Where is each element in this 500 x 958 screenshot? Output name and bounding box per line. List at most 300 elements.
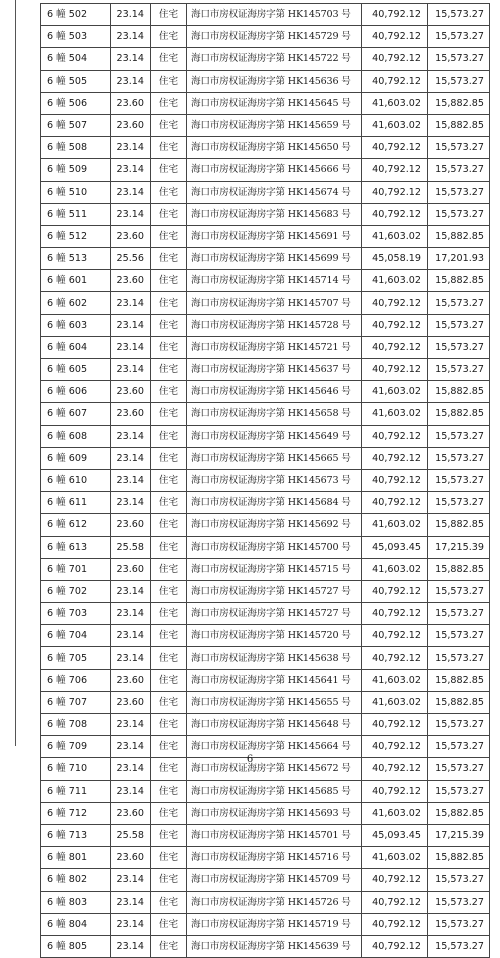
certificate-cell: 海口市房权证海房字第 HK145645 号 (187, 92, 362, 114)
use-cell: 住宅 (151, 92, 187, 114)
certificate-cell: 海口市房权证海房字第 HK145721 号 (187, 336, 362, 358)
use-cell: 住宅 (151, 691, 187, 713)
certificate-cell: 海口市房权证海房字第 HK145699 号 (187, 248, 362, 270)
room-cell: 6 幢 802 (41, 869, 111, 891)
area-cell: 23.14 (111, 869, 151, 891)
use-cell: 住宅 (151, 203, 187, 225)
certificate-cell: 海口市房权证海房字第 HK145726 号 (187, 891, 362, 913)
use-cell: 住宅 (151, 758, 187, 780)
unit-price-cell: 17,215.39 (428, 536, 490, 558)
total-price-cell: 41,603.02 (362, 270, 428, 292)
table-row (41, 891, 490, 913)
unit-price-cell: 15,573.27 (428, 625, 490, 647)
room-cell: 6 幢 610 (41, 469, 111, 491)
use-cell: 住宅 (151, 647, 187, 669)
property-table-body (41, 4, 490, 958)
unit-price-cell: 17,215.39 (428, 824, 490, 846)
certificate-cell: 海口市房权证海房字第 HK145728 号 (187, 314, 362, 336)
table-row (41, 780, 490, 802)
area-cell: 23.60 (111, 514, 151, 536)
table-row (41, 48, 490, 70)
certificate-cell: 海口市房权证海房字第 HK145729 号 (187, 26, 362, 48)
area-cell: 23.60 (111, 270, 151, 292)
certificate-cell: 海口市房权证海房字第 HK145701 号 (187, 824, 362, 846)
total-price-cell: 41,603.02 (362, 225, 428, 247)
room-cell: 6 幢 804 (41, 913, 111, 935)
total-price-cell: 45,058.19 (362, 248, 428, 270)
area-cell: 25.58 (111, 824, 151, 846)
unit-price-cell: 15,573.27 (428, 4, 490, 26)
table-row (41, 536, 490, 558)
table-row (41, 492, 490, 514)
room-cell: 6 幢 805 (41, 935, 111, 957)
table-row (41, 248, 490, 270)
use-cell: 住宅 (151, 847, 187, 869)
total-price-cell: 40,792.12 (362, 758, 428, 780)
area-cell: 23.60 (111, 403, 151, 425)
certificate-cell: 海口市房权证海房字第 HK145641 号 (187, 669, 362, 691)
certificate-cell: 海口市房权证海房字第 HK145691 号 (187, 225, 362, 247)
room-cell: 6 幢 607 (41, 403, 111, 425)
use-cell: 住宅 (151, 270, 187, 292)
use-cell: 住宅 (151, 137, 187, 159)
unit-price-cell: 15,573.27 (428, 758, 490, 780)
total-price-cell: 41,603.02 (362, 847, 428, 869)
use-cell: 住宅 (151, 336, 187, 358)
certificate-cell: 海口市房权证海房字第 HK145658 号 (187, 403, 362, 425)
total-price-cell: 40,792.12 (362, 336, 428, 358)
area-cell: 23.14 (111, 625, 151, 647)
table-row (41, 137, 490, 159)
room-cell: 6 幢 608 (41, 425, 111, 447)
unit-price-cell: 15,573.27 (428, 203, 490, 225)
area-cell: 23.60 (111, 225, 151, 247)
total-price-cell: 45,093.45 (362, 824, 428, 846)
certificate-cell: 海口市房权证海房字第 HK145707 号 (187, 292, 362, 314)
use-cell: 住宅 (151, 536, 187, 558)
certificate-cell: 海口市房权证海房字第 HK145720 号 (187, 625, 362, 647)
use-cell: 住宅 (151, 26, 187, 48)
total-price-cell: 40,792.12 (362, 159, 428, 181)
unit-price-cell: 15,573.27 (428, 181, 490, 203)
certificate-cell: 海口市房权证海房字第 HK145636 号 (187, 70, 362, 92)
area-cell: 23.14 (111, 159, 151, 181)
total-price-cell: 40,792.12 (362, 447, 428, 469)
unit-price-cell: 15,882.85 (428, 403, 490, 425)
table-row (41, 359, 490, 381)
room-cell: 6 幢 601 (41, 270, 111, 292)
certificate-cell: 海口市房权证海房字第 HK145637 号 (187, 359, 362, 381)
room-cell: 6 幢 603 (41, 314, 111, 336)
use-cell: 住宅 (151, 514, 187, 536)
unit-price-cell: 15,573.27 (428, 469, 490, 491)
certificate-cell: 海口市房权证海房字第 HK145703 号 (187, 4, 362, 26)
total-price-cell: 40,792.12 (362, 780, 428, 802)
use-cell: 住宅 (151, 891, 187, 913)
table-row (41, 714, 490, 736)
room-cell: 6 幢 509 (41, 159, 111, 181)
table-row (41, 203, 490, 225)
area-cell: 23.14 (111, 4, 151, 26)
room-cell: 6 幢 708 (41, 714, 111, 736)
certificate-cell: 海口市房权证海房字第 HK145648 号 (187, 714, 362, 736)
certificate-cell: 海口市房权证海房字第 HK145665 号 (187, 447, 362, 469)
unit-price-cell: 15,882.85 (428, 381, 490, 403)
table-row (41, 691, 490, 713)
total-price-cell: 41,603.02 (362, 114, 428, 136)
table-row (41, 580, 490, 602)
table-row (41, 869, 490, 891)
use-cell: 住宅 (151, 181, 187, 203)
total-price-cell: 40,792.12 (362, 913, 428, 935)
unit-price-cell: 15,573.27 (428, 70, 490, 92)
area-cell: 23.14 (111, 447, 151, 469)
room-cell: 6 幢 510 (41, 181, 111, 203)
table-row (41, 514, 490, 536)
table-row (41, 159, 490, 181)
room-cell: 6 幢 503 (41, 26, 111, 48)
area-cell: 23.14 (111, 26, 151, 48)
use-cell: 住宅 (151, 425, 187, 447)
area-cell: 23.14 (111, 492, 151, 514)
area-cell: 23.60 (111, 92, 151, 114)
use-cell: 住宅 (151, 381, 187, 403)
area-cell: 23.14 (111, 137, 151, 159)
unit-price-cell: 15,573.27 (428, 603, 490, 625)
total-price-cell: 40,792.12 (362, 26, 428, 48)
certificate-cell: 海口市房权证海房字第 HK145666 号 (187, 159, 362, 181)
room-cell: 6 幢 504 (41, 48, 111, 70)
table-row (41, 381, 490, 403)
room-cell: 6 幢 705 (41, 647, 111, 669)
unit-price-cell: 15,573.27 (428, 714, 490, 736)
table-row (41, 802, 490, 824)
table-row (41, 647, 490, 669)
table-row (41, 847, 490, 869)
table-row (41, 935, 490, 957)
total-price-cell: 40,792.12 (362, 625, 428, 647)
unit-price-cell: 15,573.27 (428, 159, 490, 181)
unit-price-cell: 15,882.85 (428, 847, 490, 869)
room-cell: 6 幢 612 (41, 514, 111, 536)
room-cell: 6 幢 609 (41, 447, 111, 469)
unit-price-cell: 15,573.27 (428, 447, 490, 469)
unit-price-cell: 15,882.85 (428, 270, 490, 292)
certificate-cell: 海口市房权证海房字第 HK145639 号 (187, 935, 362, 957)
total-price-cell: 40,792.12 (362, 891, 428, 913)
use-cell: 住宅 (151, 447, 187, 469)
area-cell: 23.60 (111, 847, 151, 869)
total-price-cell: 40,792.12 (362, 935, 428, 957)
total-price-cell: 41,603.02 (362, 669, 428, 691)
room-cell: 6 幢 513 (41, 248, 111, 270)
unit-price-cell: 15,573.27 (428, 869, 490, 891)
use-cell: 住宅 (151, 492, 187, 514)
room-cell: 6 幢 703 (41, 603, 111, 625)
area-cell: 23.14 (111, 647, 151, 669)
room-cell: 6 幢 702 (41, 580, 111, 602)
room-cell: 6 幢 706 (41, 669, 111, 691)
total-price-cell: 40,792.12 (362, 603, 428, 625)
area-cell: 23.60 (111, 381, 151, 403)
room-cell: 6 幢 707 (41, 691, 111, 713)
total-price-cell: 40,792.12 (362, 580, 428, 602)
area-cell: 23.14 (111, 359, 151, 381)
unit-price-cell: 15,882.85 (428, 669, 490, 691)
use-cell: 住宅 (151, 159, 187, 181)
certificate-cell: 海口市房权证海房字第 HK145727 号 (187, 580, 362, 602)
total-price-cell: 41,603.02 (362, 802, 428, 824)
certificate-cell: 海口市房权证海房字第 HK145709 号 (187, 869, 362, 891)
use-cell: 住宅 (151, 603, 187, 625)
unit-price-cell: 15,573.27 (428, 935, 490, 957)
total-price-cell: 40,792.12 (362, 181, 428, 203)
area-cell: 23.14 (111, 181, 151, 203)
use-cell: 住宅 (151, 824, 187, 846)
certificate-cell: 海口市房权证海房字第 HK145683 号 (187, 203, 362, 225)
room-cell: 6 幢 613 (41, 536, 111, 558)
certificate-cell: 海口市房权证海房字第 HK145649 号 (187, 425, 362, 447)
area-cell: 23.60 (111, 669, 151, 691)
area-cell: 23.60 (111, 691, 151, 713)
property-table (40, 3, 490, 958)
use-cell: 住宅 (151, 736, 187, 758)
unit-price-cell: 15,573.27 (428, 425, 490, 447)
table-row (41, 114, 490, 136)
certificate-cell: 海口市房权证海房字第 HK145659 号 (187, 114, 362, 136)
area-cell: 23.14 (111, 48, 151, 70)
room-cell: 6 幢 606 (41, 381, 111, 403)
area-cell: 23.14 (111, 714, 151, 736)
table-row (41, 314, 490, 336)
unit-price-cell: 15,882.85 (428, 691, 490, 713)
room-cell: 6 幢 701 (41, 558, 111, 580)
use-cell: 住宅 (151, 248, 187, 270)
total-price-cell: 40,792.12 (362, 292, 428, 314)
unit-price-cell: 15,573.27 (428, 314, 490, 336)
unit-price-cell: 15,882.85 (428, 558, 490, 580)
use-cell: 住宅 (151, 48, 187, 70)
room-cell: 6 幢 511 (41, 203, 111, 225)
area-cell: 23.14 (111, 469, 151, 491)
certificate-cell: 海口市房权证海房字第 HK145655 号 (187, 691, 362, 713)
table-row (41, 403, 490, 425)
total-price-cell: 40,792.12 (362, 736, 428, 758)
table-row (41, 92, 490, 114)
use-cell: 住宅 (151, 669, 187, 691)
total-price-cell: 40,792.12 (362, 469, 428, 491)
total-price-cell: 41,603.02 (362, 514, 428, 536)
area-cell: 23.14 (111, 292, 151, 314)
area-cell: 23.60 (111, 802, 151, 824)
certificate-cell: 海口市房权证海房字第 HK145673 号 (187, 469, 362, 491)
room-cell: 6 幢 712 (41, 802, 111, 824)
table-row (41, 336, 490, 358)
total-price-cell: 40,792.12 (362, 425, 428, 447)
use-cell: 住宅 (151, 403, 187, 425)
table-row (41, 625, 490, 647)
table-row (41, 669, 490, 691)
certificate-cell: 海口市房权证海房字第 HK145719 号 (187, 913, 362, 935)
table-row (41, 469, 490, 491)
use-cell: 住宅 (151, 580, 187, 602)
room-cell: 6 幢 506 (41, 92, 111, 114)
unit-price-cell: 15,882.85 (428, 225, 490, 247)
total-price-cell: 41,603.02 (362, 381, 428, 403)
area-cell: 23.14 (111, 70, 151, 92)
room-cell: 6 幢 803 (41, 891, 111, 913)
room-cell: 6 幢 710 (41, 758, 111, 780)
room-cell: 6 幢 602 (41, 292, 111, 314)
room-cell: 6 幢 704 (41, 625, 111, 647)
use-cell: 住宅 (151, 625, 187, 647)
use-cell: 住宅 (151, 913, 187, 935)
room-cell: 6 幢 709 (41, 736, 111, 758)
area-cell: 23.14 (111, 203, 151, 225)
unit-price-cell: 15,573.27 (428, 913, 490, 935)
total-price-cell: 41,603.02 (362, 558, 428, 580)
total-price-cell: 40,792.12 (362, 4, 428, 26)
unit-price-cell: 15,573.27 (428, 580, 490, 602)
room-cell: 6 幢 611 (41, 492, 111, 514)
table-row (41, 913, 490, 935)
area-cell: 23.14 (111, 891, 151, 913)
area-cell: 23.60 (111, 558, 151, 580)
page-number: 6 (246, 754, 254, 765)
total-price-cell: 40,792.12 (362, 869, 428, 891)
area-cell: 23.14 (111, 935, 151, 957)
use-cell: 住宅 (151, 114, 187, 136)
table-row (41, 292, 490, 314)
total-price-cell: 40,792.12 (362, 714, 428, 736)
total-price-cell: 40,792.12 (362, 359, 428, 381)
unit-price-cell: 15,573.27 (428, 647, 490, 669)
unit-price-cell: 15,573.27 (428, 780, 490, 802)
use-cell: 住宅 (151, 292, 187, 314)
total-price-cell: 40,792.12 (362, 137, 428, 159)
room-cell: 6 幢 605 (41, 359, 111, 381)
unit-price-cell: 15,573.27 (428, 26, 490, 48)
unit-price-cell: 15,573.27 (428, 48, 490, 70)
certificate-cell: 海口市房权证海房字第 HK145672 号 (187, 758, 362, 780)
use-cell: 住宅 (151, 469, 187, 491)
total-price-cell: 40,792.12 (362, 492, 428, 514)
room-cell: 6 幢 507 (41, 114, 111, 136)
total-price-cell: 40,792.12 (362, 314, 428, 336)
certificate-cell: 海口市房权证海房字第 HK145684 号 (187, 492, 362, 514)
area-cell: 23.14 (111, 913, 151, 935)
use-cell: 住宅 (151, 225, 187, 247)
certificate-cell: 海口市房权证海房字第 HK145722 号 (187, 48, 362, 70)
area-cell: 23.14 (111, 603, 151, 625)
area-cell: 23.14 (111, 314, 151, 336)
certificate-cell: 海口市房权证海房字第 HK145638 号 (187, 647, 362, 669)
table-row (41, 4, 490, 26)
certificate-cell: 海口市房权证海房字第 HK145715 号 (187, 558, 362, 580)
room-cell: 6 幢 713 (41, 824, 111, 846)
certificate-cell: 海口市房权证海房字第 HK145646 号 (187, 381, 362, 403)
area-cell: 23.60 (111, 114, 151, 136)
area-cell: 23.14 (111, 580, 151, 602)
table-row (41, 824, 490, 846)
use-cell: 住宅 (151, 70, 187, 92)
area-cell: 23.14 (111, 780, 151, 802)
room-cell: 6 幢 505 (41, 70, 111, 92)
area-cell: 25.56 (111, 248, 151, 270)
area-cell: 23.14 (111, 425, 151, 447)
table-row (41, 558, 490, 580)
area-cell: 23.14 (111, 336, 151, 358)
use-cell: 住宅 (151, 359, 187, 381)
unit-price-cell: 15,573.27 (428, 736, 490, 758)
certificate-cell: 海口市房权证海房字第 HK145674 号 (187, 181, 362, 203)
unit-price-cell: 15,573.27 (428, 292, 490, 314)
room-cell: 6 幢 711 (41, 780, 111, 802)
certificate-cell: 海口市房权证海房字第 HK145716 号 (187, 847, 362, 869)
certificate-cell: 海口市房权证海房字第 HK145700 号 (187, 536, 362, 558)
total-price-cell: 40,792.12 (362, 203, 428, 225)
certificate-cell: 海口市房权证海房字第 HK145664 号 (187, 736, 362, 758)
unit-price-cell: 15,573.27 (428, 492, 490, 514)
total-price-cell: 40,792.12 (362, 48, 428, 70)
use-cell: 住宅 (151, 314, 187, 336)
table-row (41, 26, 490, 48)
unit-price-cell: 15,573.27 (428, 891, 490, 913)
use-cell: 住宅 (151, 780, 187, 802)
room-cell: 6 幢 801 (41, 847, 111, 869)
area-cell: 23.14 (111, 758, 151, 780)
room-cell: 6 幢 604 (41, 336, 111, 358)
table-row (41, 447, 490, 469)
unit-price-cell: 15,573.27 (428, 137, 490, 159)
use-cell: 住宅 (151, 802, 187, 824)
certificate-cell: 海口市房权证海房字第 HK145650 号 (187, 137, 362, 159)
certificate-cell: 海口市房权证海房字第 HK145685 号 (187, 780, 362, 802)
unit-price-cell: 15,882.85 (428, 802, 490, 824)
total-price-cell: 41,603.02 (362, 92, 428, 114)
certificate-cell: 海口市房权证海房字第 HK145693 号 (187, 802, 362, 824)
room-cell: 6 幢 512 (41, 225, 111, 247)
certificate-cell: 海口市房权证海房字第 HK145714 号 (187, 270, 362, 292)
room-cell: 6 幢 508 (41, 137, 111, 159)
outer-column-rule (15, 0, 16, 746)
use-cell: 住宅 (151, 558, 187, 580)
use-cell: 住宅 (151, 4, 187, 26)
table-row (41, 225, 490, 247)
table-row (41, 70, 490, 92)
area-cell: 23.14 (111, 736, 151, 758)
certificate-cell: 海口市房权证海房字第 HK145727 号 (187, 603, 362, 625)
use-cell: 住宅 (151, 869, 187, 891)
total-price-cell: 40,792.12 (362, 647, 428, 669)
room-cell: 6 幢 502 (41, 4, 111, 26)
unit-price-cell: 15,882.85 (428, 514, 490, 536)
total-price-cell: 40,792.12 (362, 70, 428, 92)
use-cell: 住宅 (151, 935, 187, 957)
unit-price-cell: 15,882.85 (428, 114, 490, 136)
unit-price-cell: 15,573.27 (428, 336, 490, 358)
area-cell: 25.58 (111, 536, 151, 558)
certificate-cell: 海口市房权证海房字第 HK145692 号 (187, 514, 362, 536)
unit-price-cell: 15,573.27 (428, 359, 490, 381)
table-row (41, 603, 490, 625)
total-price-cell: 41,603.02 (362, 403, 428, 425)
unit-price-cell: 15,882.85 (428, 92, 490, 114)
use-cell: 住宅 (151, 714, 187, 736)
total-price-cell: 45,093.45 (362, 536, 428, 558)
table-row (41, 181, 490, 203)
table-row (41, 270, 490, 292)
